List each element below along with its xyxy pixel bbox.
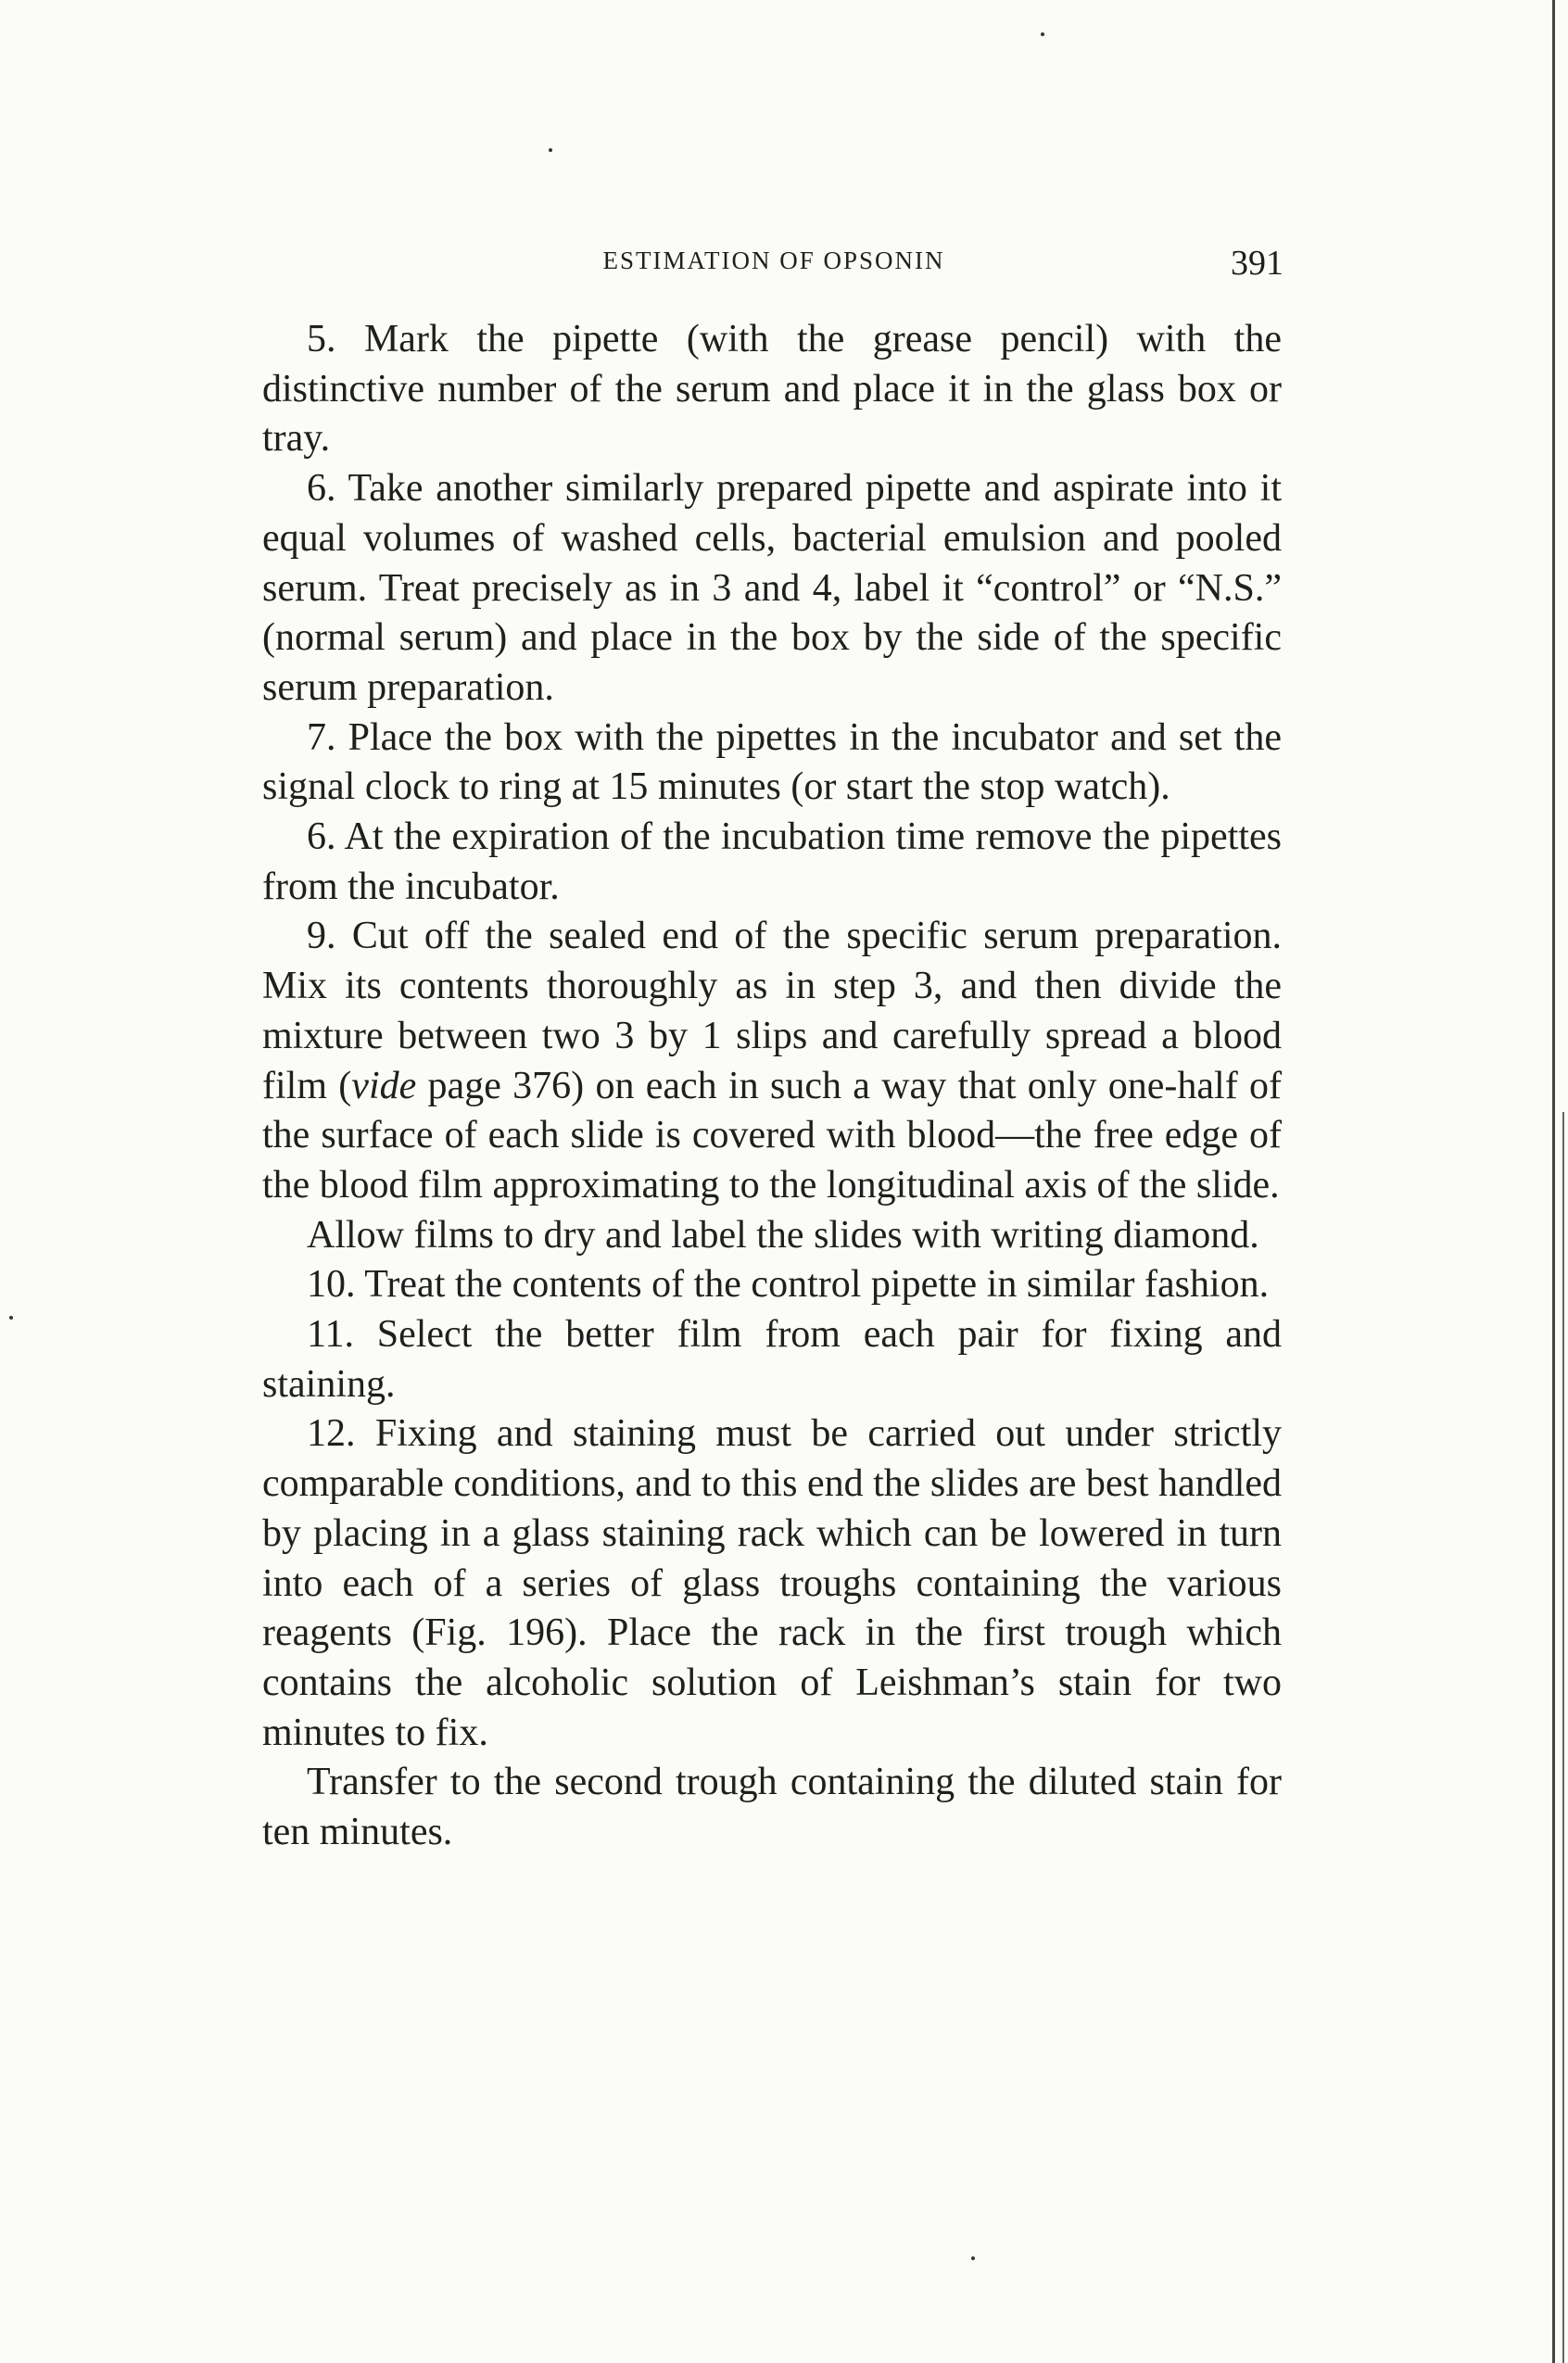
scan-edge-line [1552, 0, 1555, 2363]
body-text [262, 315, 1282, 1858]
scan-speck [9, 1316, 13, 1320]
paragraph-step-9: 9. Cut off the sealed end of the specific serum preparation. Mix its contents thoroughly as in step 3, and then divide the mixture between two 3 by 1 slips and carefully spread a blood film (vide page 376) on each in such a way that only one-half of the surface of each slide is covered with blood—the free edge of the blood film approximating to the longitudinal axis of the slide. [262, 915, 1282, 1207]
paragraph-step-12: 12. Fixing and staining must be carried out under strictly comparable conditions, and to this end the slides are best handled by placing in a glass staining rack which can be lowered in turn into each of a series of glass troughs containing the various reagents (Fig. 196). Place the rack in the first trough which contains the alcoholic solution of Leishman’s stain for two minutes to fix. [262, 1412, 1282, 1754]
running-title: ESTIMATION OF OPSONIN [602, 246, 945, 274]
paragraph-transfer: Transfer to the second trough containing the diluted stain for ten minutes. [262, 1761, 1282, 1854]
scan-edge-line-secondary [1562, 1112, 1564, 2363]
italic-vide: vide [351, 1064, 417, 1107]
paragraph-allow-films: Allow films to dry and label the slides with writing diamond. [307, 1213, 1259, 1257]
paragraph-step-10: 10. Treat the contents of the control pipette in similar fashion. [307, 1263, 1270, 1307]
paragraph-step-7: 7. Place the box with the pipettes in the incubator and set the signal clock to ring at 15 minutes (or start the stop watch). [262, 715, 1282, 809]
scan-speck [1041, 32, 1044, 36]
running-head [264, 243, 1283, 289]
scan-speck [549, 148, 552, 152]
paragraph-step-6: 6. Take another similarly prepared pipette and aspirate into it equal volumes of washed cells, bacterial emulsion and pooled serum. Treat precisely as in 3 and 4, label it “control” or “N.S.” (normal serum) and place in the box by the side of the specific serum preparation. [262, 467, 1282, 709]
paragraph-step-11: 11. Select the better film from each pair for fixing and staining. [262, 1313, 1282, 1406]
page-number: 391 [1231, 244, 1283, 283]
paragraph-step-5: 5. Mark the pipette (with the grease pencil) with the distinctive number of the serum and place it in the glass box or tray. [262, 318, 1282, 461]
scan-speck [971, 2256, 975, 2260]
paragraph-step-8: 6. At the expiration of the incubation time remove the pipettes from the incubator. [262, 815, 1282, 908]
